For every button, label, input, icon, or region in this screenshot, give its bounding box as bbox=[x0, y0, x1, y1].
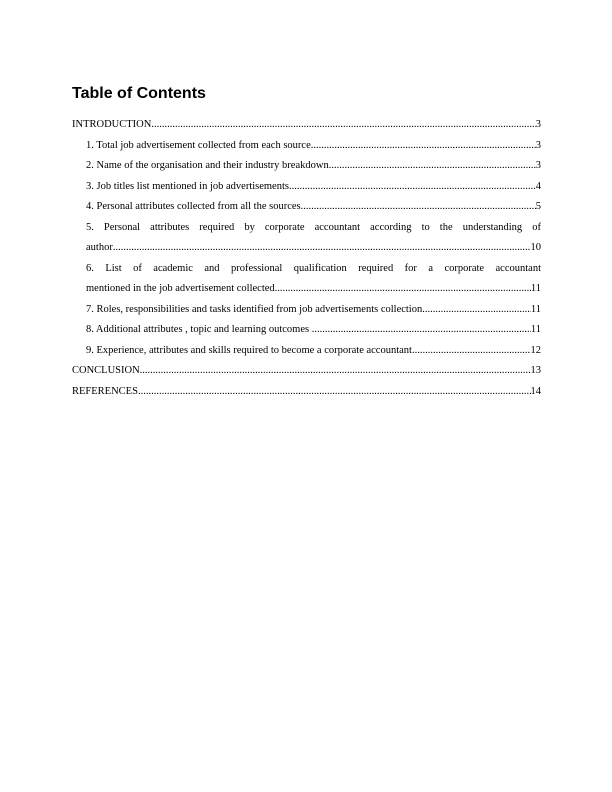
toc-entry-conclusion[interactable] bbox=[72, 361, 541, 382]
toc-entry-text-line1: 5. Personal attributes required by corporate accountant according to the understanding of bbox=[86, 221, 541, 233]
dot-leader bbox=[289, 177, 536, 198]
toc-entry-6[interactable] bbox=[72, 259, 541, 300]
dot-leader bbox=[301, 197, 536, 218]
toc-entry-text: 8. Additional attributes , topic and learning outcomes bbox=[86, 324, 312, 335]
toc-page-number: 3 bbox=[535, 139, 541, 151]
dot-leader bbox=[329, 156, 536, 177]
toc-entry-2[interactable] bbox=[72, 156, 541, 177]
dot-leader bbox=[151, 115, 535, 136]
toc-page-number: 14 bbox=[530, 385, 541, 397]
toc-entry-7[interactable] bbox=[72, 300, 541, 321]
toc-entry-text-line2: mentioned in the job advertisement collected bbox=[86, 283, 275, 294]
toc-page-number: 10 bbox=[530, 242, 541, 253]
dot-leader bbox=[138, 382, 531, 403]
toc-entry-line2 bbox=[86, 279, 541, 300]
toc-entry-text: 9. Experience, attributes and skills required to become a corporate accountant bbox=[86, 344, 412, 356]
toc-page-number: 11 bbox=[530, 324, 541, 335]
toc-entry-text: REFERENCES bbox=[72, 385, 138, 397]
toc-page-number: 11 bbox=[530, 303, 541, 315]
toc-entry-4[interactable] bbox=[72, 197, 541, 218]
toc-entry-introduction[interactable] bbox=[72, 115, 541, 136]
toc-page-number: 4 bbox=[535, 180, 541, 192]
toc-entry-text: 4. Personal attributes collected from all the sources bbox=[86, 201, 301, 212]
dot-leader bbox=[140, 361, 531, 382]
toc-entry-text-line1: 6. List of academic and professional qualification required for a corporate accountant bbox=[86, 262, 541, 274]
toc-entry-text: INTRODUCTION bbox=[72, 119, 152, 130]
dot-leader bbox=[312, 320, 531, 341]
toc-entry-text: CONCLUSION bbox=[72, 365, 140, 376]
toc-entry-text: 1. Total job advertisement collected from each source bbox=[86, 139, 311, 151]
toc-entry-text: 2. Name of the organisation and their industry breakdown bbox=[86, 160, 329, 171]
toc-page-number: 11 bbox=[530, 283, 541, 294]
toc-entry-3[interactable] bbox=[72, 177, 541, 198]
document-page bbox=[72, 84, 541, 402]
toc-entry-1[interactable] bbox=[72, 136, 541, 157]
toc-list bbox=[72, 115, 541, 402]
toc-entry-references[interactable] bbox=[72, 382, 541, 403]
toc-page-number: 3 bbox=[535, 160, 541, 171]
toc-entry-text: 7. Roles, responsibilities and tasks identified from job advertisements collection bbox=[86, 303, 423, 315]
toc-page-number: 3 bbox=[535, 119, 541, 130]
toc-entry-5[interactable] bbox=[72, 218, 541, 259]
dot-leader bbox=[113, 238, 531, 259]
toc-page-number: 12 bbox=[530, 344, 541, 356]
toc-heading: Table of Contents bbox=[72, 85, 206, 102]
dot-leader bbox=[422, 300, 531, 321]
toc-page-number: 13 bbox=[530, 365, 541, 376]
dot-leader bbox=[412, 341, 531, 362]
toc-entry-text: 3. Job titles list mentioned in job advertisements bbox=[86, 180, 289, 192]
toc-entry-8[interactable] bbox=[72, 320, 541, 341]
toc-entry-9[interactable] bbox=[72, 341, 541, 362]
toc-entry-text-line2: author bbox=[86, 242, 113, 253]
toc-page-number: 5 bbox=[535, 201, 541, 212]
toc-entry-line2 bbox=[86, 238, 541, 259]
dot-leader bbox=[311, 136, 536, 157]
dot-leader bbox=[275, 279, 531, 300]
